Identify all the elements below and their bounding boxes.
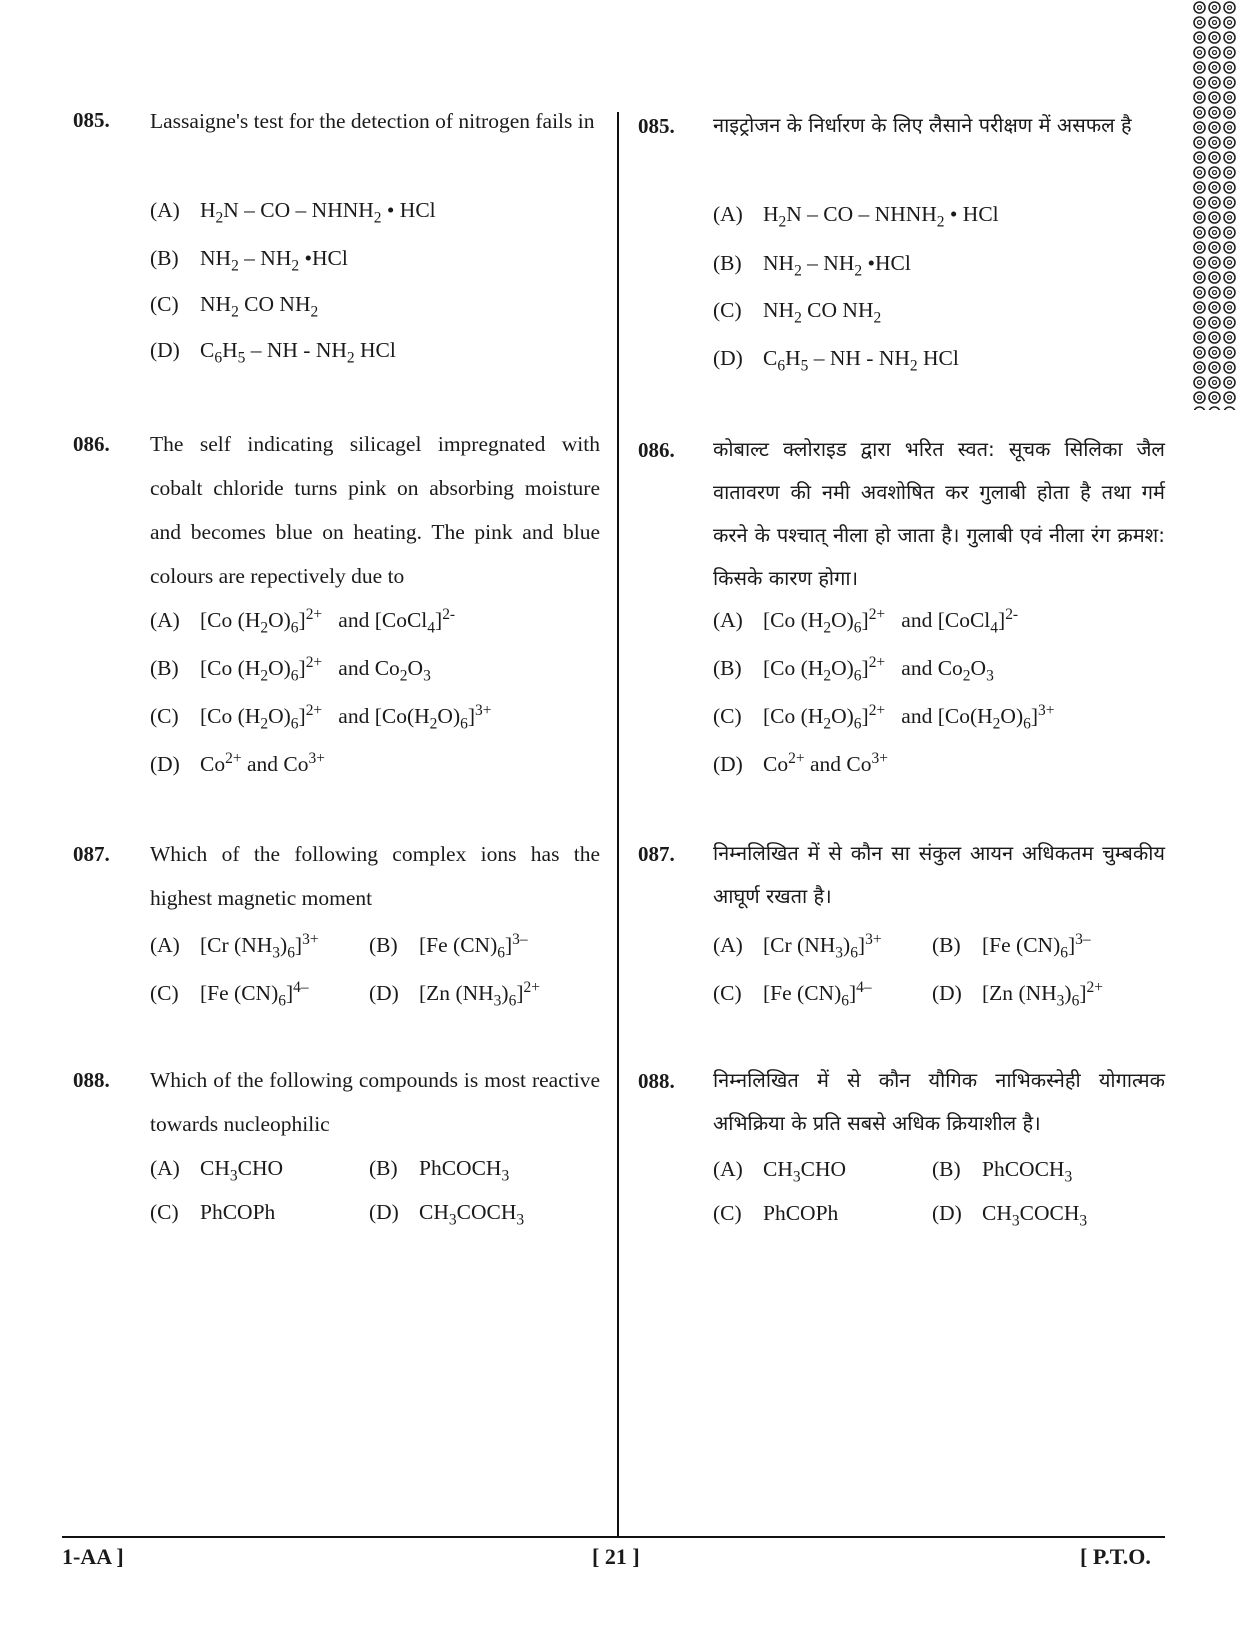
- option-d[interactable]: (D) $Co^{2+}$ and $Co^{3+}$: [150, 749, 325, 776]
- question-text: The self indicating silicagel impregnated with cobalt chloride turns pink on absorbing moisture and becomes blue on heating. The pink and blue colours are repectively due to: [150, 432, 600, 588]
- question-text: नाइट्रोजन के निर्धारण के लिए लैसाने परीक्षण में असफल है: [713, 113, 1132, 137]
- option-a[interactable]: (A) [Cr $(NH_3)_6]^{3+}$: [713, 930, 882, 962]
- option-a[interactable]: (A) $CH_3CHO$: [150, 1156, 284, 1185]
- option-c[interactable]: (C) [Fe $(CN)_6]^{4-}$: [150, 978, 309, 1010]
- option-d[interactable]: (D) [Zn $(NH_3)_6]^{2+}$: [369, 978, 540, 1010]
- question-number: 088.: [73, 1068, 110, 1092]
- option-b[interactable]: (B) $NH_2 - NH_2$ •HCl: [150, 246, 348, 275]
- option-d[interactable]: (D) [Zn $(NH_3)_6]^{2+}$: [932, 978, 1103, 1010]
- question-text: निम्नलिखित में से कौन सा संकुल आयन अधिकतम चुम्बकीय आघूर्ण रखता है।: [713, 841, 1165, 908]
- option-a[interactable]: (A) $H_2N$ – CO – $NHNH_2$ • HCl: [713, 202, 999, 231]
- question-number: 086.: [638, 438, 675, 462]
- option-a[interactable]: (A) $H_2N$ – CO – $NHNH_2$ • HCl: [150, 198, 436, 227]
- decorative-border-pattern: [1192, 0, 1238, 410]
- option-b[interactable]: (B) PhCOCH$_3$: [369, 1156, 510, 1185]
- option-b[interactable]: (B) [Fe $(CN)_6]^{3-}$: [369, 930, 528, 962]
- option-c[interactable]: (C) [Co $(H_2O)_6]^{2+}$ and $[Co(H_2O)_6]^{3+}$: [713, 701, 1055, 733]
- question-text: निम्नलिखित में से कौन यौगिक नाभिकस्नेही योगात्मक अभिक्रिया के प्रति सबसे अधिक क्रियाशील है।: [713, 1068, 1165, 1135]
- option-d[interactable]: (D) $C_6H_5$ – NH - $NH_2$ HCl: [713, 346, 959, 375]
- question-text: Which of the following complex ions has the highest magnetic moment: [150, 842, 600, 910]
- question-text: कोबाल्ट क्लोराइड द्वारा भरित स्वत: सूचक सिलिका जैल वातावरण की नमी अवशोषित कर गुलाबी होता है तथा गर्म करने के पश्चात् नीला हो जाता है। गुलाबी एवं नीला रंग क्रमश: किसके कारण होगा।: [713, 437, 1165, 590]
- option-b[interactable]: (B) $NH_2 - NH_2$ •HCl: [713, 251, 911, 280]
- option-b[interactable]: (B) [Co $(H_2O)_6]^{2+}$ and $Co_2O_3$: [150, 653, 431, 685]
- option-a[interactable]: (A) [Co $(H_2O)_6]^{2+}$ and [CoCl$_4$]$^{2-}$: [713, 605, 1019, 637]
- footer-rule: [62, 1536, 1165, 1538]
- question-number: 087.: [73, 842, 110, 866]
- option-c[interactable]: (C) $NH_2$ CO $NH_2$: [713, 298, 882, 327]
- option-d[interactable]: (D) $CH_3COCH_3$: [932, 1201, 1088, 1230]
- option-b[interactable]: (B) [Fe $(CN)_6]^{3-}$: [932, 930, 1091, 962]
- option-a[interactable]: (A) [Cr $(NH_3)_6]^{3+}$: [150, 930, 319, 962]
- option-c[interactable]: (C) [Fe $(CN)_6]^{4-}$: [713, 978, 872, 1010]
- option-c[interactable]: (C) [Co $(H_2O)_6]^{2+}$ and $[Co(H_2O)_6]^{3+}$: [150, 701, 492, 733]
- paper-code: 1-AA ]: [62, 1544, 124, 1569]
- question-number: 086.: [73, 432, 110, 456]
- option-c[interactable]: (C) PhCOPh: [713, 1201, 839, 1225]
- question-number: 085.: [638, 114, 675, 138]
- question-text: Which of the following compounds is most reactive towards nucleophilic: [150, 1068, 600, 1136]
- question-number: 088.: [638, 1069, 675, 1093]
- pto-label: [ P.T.O.: [1080, 1544, 1151, 1569]
- option-d[interactable]: (D) $C_6H_5$ – NH - $NH_2$ HCl: [150, 338, 396, 367]
- question-text: Lassaigne's test for the detection of nitrogen fails in: [150, 109, 595, 133]
- option-c[interactable]: (C) PhCOPh: [150, 1200, 276, 1224]
- option-b[interactable]: (B) [Co $(H_2O)_6]^{2+}$ and $Co_2O_3$: [713, 653, 994, 685]
- option-a[interactable]: (A) [Co $(H_2O)_6]^{2+}$ and [CoCl$_4$]$^{2-}$: [150, 605, 456, 637]
- option-a[interactable]: (A) $CH_3CHO$: [713, 1157, 847, 1186]
- option-b[interactable]: (B) PhCOCH$_3$: [932, 1157, 1073, 1186]
- question-number: 087.: [638, 842, 675, 866]
- question-number: 085.: [73, 108, 110, 132]
- page-number: [ 21 ]: [592, 1544, 640, 1569]
- option-d[interactable]: (D) $CH_3COCH_3$: [369, 1200, 525, 1229]
- option-c[interactable]: (C) $NH_2$ CO $NH_2$: [150, 292, 319, 321]
- option-d[interactable]: (D) $Co^{2+}$ and $Co^{3+}$: [713, 749, 888, 776]
- column-divider: [617, 112, 619, 1538]
